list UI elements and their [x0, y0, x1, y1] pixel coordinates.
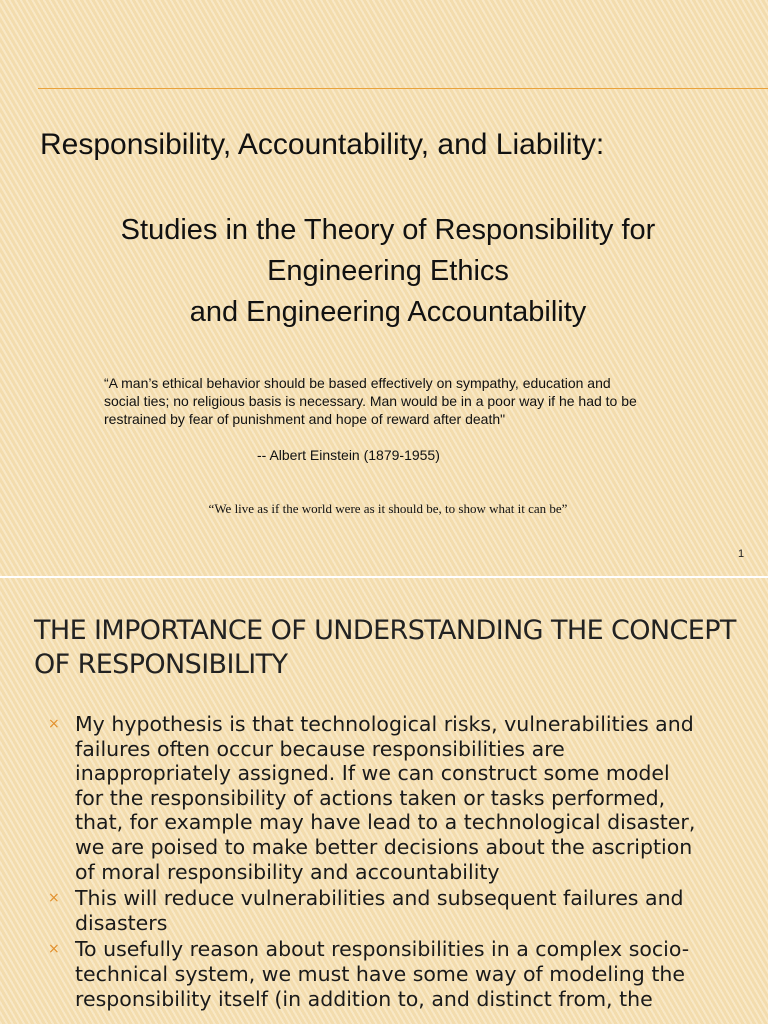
title-line: OF RESPONSIBILITY	[34, 649, 288, 680]
bullet-text	[75, 886, 768, 935]
motto-quote: “We live as if the world were as it should be, to show what it can be”	[208, 501, 568, 516]
bullet-text	[75, 712, 768, 884]
quote-line: “A man’s ethical behavior should be based effectively on sympathy, education and	[104, 375, 611, 391]
slide-heading: Responsibility, Accountability, and Liability:	[40, 128, 605, 161]
bullet-line: of moral responsibility and accountability	[75, 859, 500, 884]
slide-title	[34, 614, 764, 682]
slide-number: 1	[738, 548, 745, 560]
bullet-text	[75, 937, 768, 1011]
cross-bullet-icon: ×	[48, 941, 60, 958]
bullet-line: failures often occur because responsibilities are	[75, 736, 565, 761]
slide-subtitle	[0, 210, 768, 333]
bullet-line: for the responsibility of actions taken or tasks performed,	[75, 785, 666, 810]
subtitle-line: and Engineering Accountability	[189, 296, 587, 328]
bullet-line: My hypothesis is that technological risks, vulnerabilities and	[75, 712, 694, 736]
bullet-list	[0, 712, 768, 1013]
subtitle-line: Studies in the Theory of Responsibility for	[120, 214, 656, 246]
bullet-line: inappropriately assigned. If we can construct some model	[75, 761, 670, 786]
bullet-line: disasters	[75, 910, 168, 935]
bullet-item	[0, 937, 768, 1011]
bullet-line: This will reduce vulnerabilities and subsequent failures and	[75, 886, 684, 911]
cross-bullet-icon: ×	[48, 716, 60, 732]
subtitle-line: Engineering Ethics	[267, 255, 509, 287]
quote-line: restrained by fear of punishment and hope of reward after death"	[104, 411, 506, 427]
bullet-line: To usefully reason about responsibilities in a complex socio-	[75, 937, 690, 962]
bullet-line: we are poised to make better decisions about the ascription	[75, 834, 693, 859]
bullet-line: technical system, we must have some way of modeling the	[75, 961, 685, 986]
bullet-line: that, for example may have lead to a technological disaster,	[75, 810, 696, 835]
quote-line: social ties; no religious basis is necessary. Man would be in a poor way if he had to be	[104, 393, 637, 409]
title-line: THE IMPORTANCE OF UNDERSTANDING THE CONCEPT	[34, 615, 736, 646]
einstein-quote	[104, 374, 704, 428]
bullet-item	[0, 712, 768, 884]
bullet-line: responsibility itself (in addition to, and distinct from, the	[75, 986, 653, 1011]
title-rule	[38, 88, 768, 89]
bullet-item	[0, 886, 768, 935]
quote-attribution: -- Albert Einstein (1879-1955)	[257, 447, 440, 463]
cross-bullet-icon: ×	[48, 890, 60, 907]
slide-2	[0, 578, 768, 1024]
